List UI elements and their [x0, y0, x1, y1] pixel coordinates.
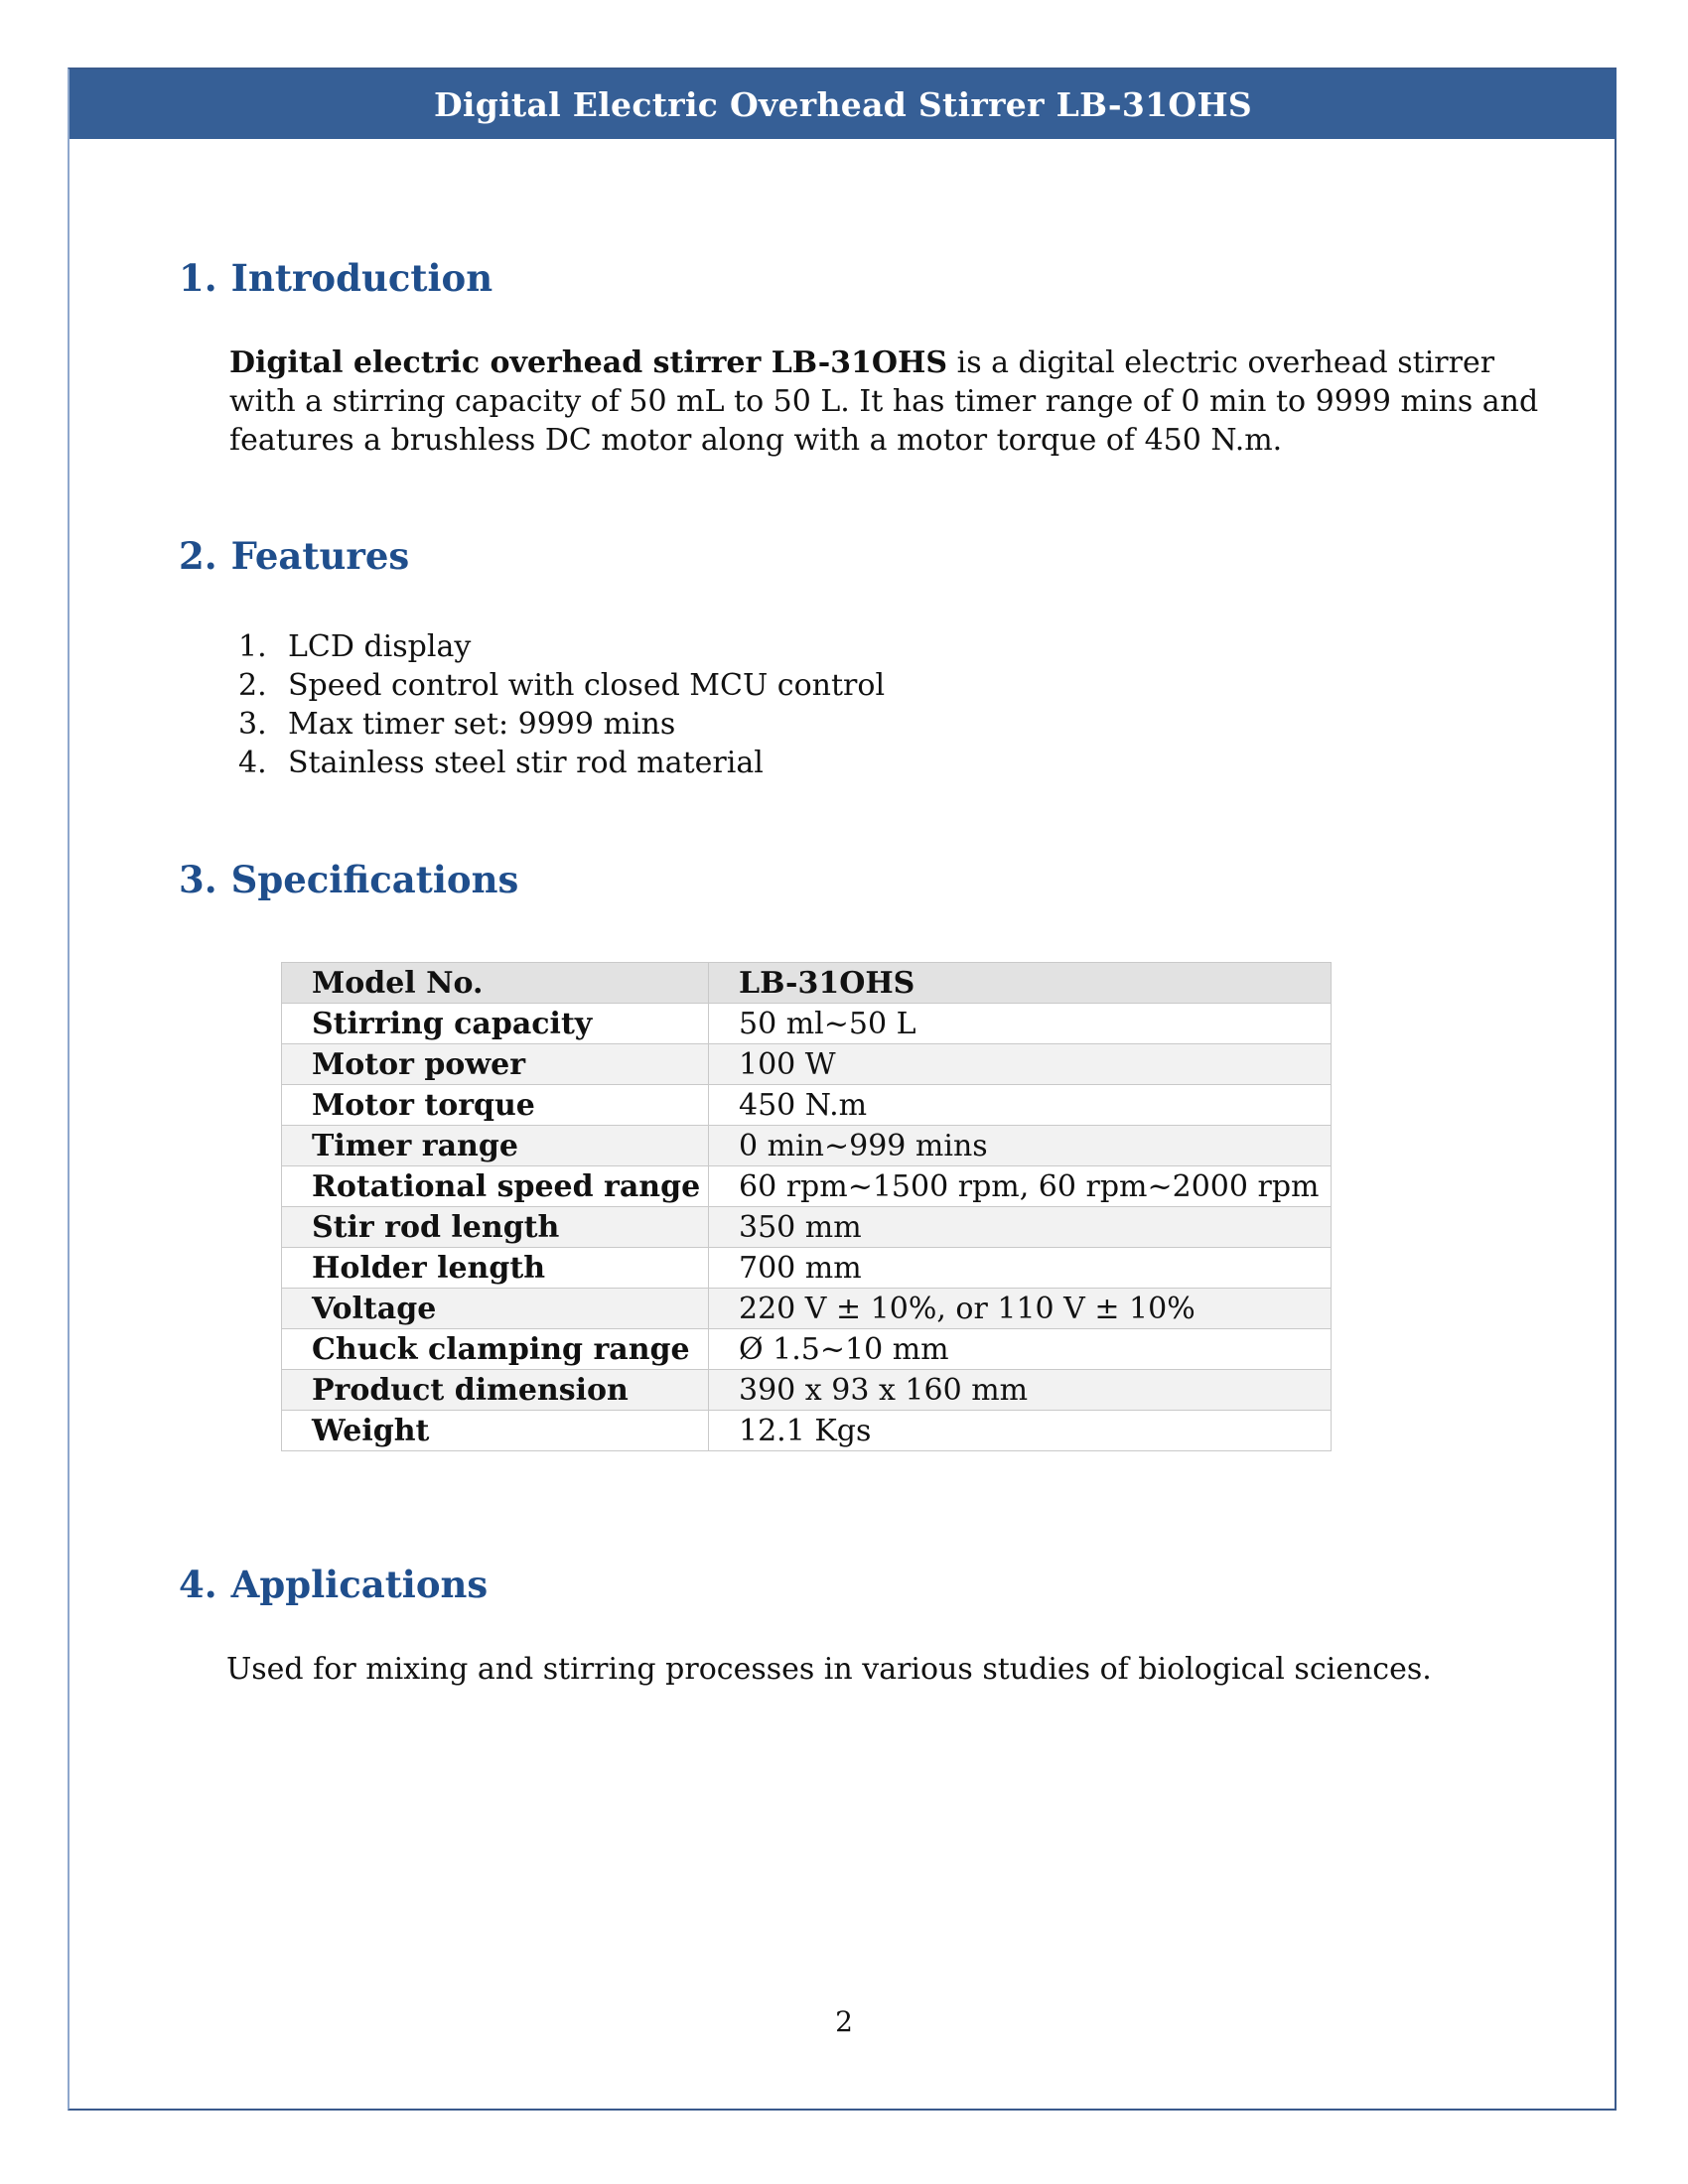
spec-value: 220 V ± 10%, or 110 V ± 10% — [709, 1289, 1332, 1329]
table-row — [282, 963, 1332, 1004]
table-row — [282, 1044, 1332, 1085]
spec-key: Voltage — [282, 1289, 709, 1329]
spec-key: Stirring capacity — [282, 1004, 709, 1044]
section-number: 4. — [179, 1563, 217, 1606]
section-number: 1. — [179, 256, 217, 300]
list-item-text: Max timer set: 9999 mins — [288, 707, 676, 742]
spec-key: Weight — [282, 1411, 709, 1451]
spec-value: 350 mm — [709, 1207, 1332, 1248]
list-item — [238, 744, 885, 782]
table-row — [282, 1004, 1332, 1044]
spec-key: Motor torque — [282, 1085, 709, 1126]
list-item-text: LCD display — [288, 629, 472, 664]
list-item-number: 4. — [238, 746, 267, 780]
spec-key: Motor power — [282, 1044, 709, 1085]
spec-value: 100 W — [709, 1044, 1332, 1085]
specifications-table — [281, 962, 1332, 1451]
table-row — [282, 1207, 1332, 1248]
section-heading-introduction — [179, 256, 492, 300]
spec-value: LB-31OHS — [709, 963, 1332, 1004]
applications-paragraph: Used for mixing and stirring processes in various studies of biological sciences. — [226, 1652, 1432, 1687]
section-title: Features — [230, 534, 410, 578]
introduction-paragraph — [229, 343, 1560, 460]
table-row — [282, 1370, 1332, 1411]
spec-key: Holder length — [282, 1248, 709, 1289]
table-row — [282, 1289, 1332, 1329]
spec-key: Rotational speed range — [282, 1166, 709, 1207]
introduction-text: is a digital electric overhead stirrer with a stirring capacity of 50 mL to 50 L. It has timer range of 0 min to 9999 mins and features a brushless DC motor along with a motor torque of 450 N.m. — [229, 345, 1539, 458]
spec-value: 50 ml~50 L — [709, 1004, 1332, 1044]
list-item — [238, 666, 885, 705]
list-item — [238, 627, 885, 666]
table-row — [282, 1085, 1332, 1126]
spec-value: 450 N.m — [709, 1085, 1332, 1126]
spec-key: Model No. — [282, 963, 709, 1004]
table-row — [282, 1126, 1332, 1166]
section-title: Applications — [230, 1563, 489, 1606]
table-row — [282, 1166, 1332, 1207]
introduction-bold-lead: Digital electric overhead stirrer LB-31OHS — [229, 345, 948, 380]
list-item-number: 3. — [238, 707, 267, 742]
section-title: Specifications — [230, 858, 519, 901]
section-number: 3. — [179, 858, 217, 901]
list-item-text: Speed control with closed MCU control — [288, 668, 886, 703]
section-heading-specifications — [179, 858, 518, 901]
spec-value: 60 rpm~1500 rpm, 60 rpm~2000 rpm — [709, 1166, 1332, 1207]
spec-value: 390 x 93 x 160 mm — [709, 1370, 1332, 1411]
spec-key: Stir rod length — [282, 1207, 709, 1248]
spec-value: 700 mm — [709, 1248, 1332, 1289]
list-item-number: 1. — [238, 629, 267, 664]
document-title-bar — [70, 69, 1617, 139]
list-item-text: Stainless steel stir rod material — [288, 746, 764, 780]
spec-value: 12.1 Kgs — [709, 1411, 1332, 1451]
section-heading-applications — [179, 1563, 488, 1606]
section-title: Introduction — [230, 256, 493, 300]
spec-value: 0 min~999 mins — [709, 1126, 1332, 1166]
table-row — [282, 1248, 1332, 1289]
table-row — [282, 1411, 1332, 1451]
table-row — [282, 1329, 1332, 1370]
list-item-number: 2. — [238, 668, 267, 703]
list-item — [238, 705, 885, 744]
spec-key: Product dimension — [282, 1370, 709, 1411]
features-list — [238, 627, 885, 782]
document-title: Digital Electric Overhead Stirrer LB-31OHS — [433, 84, 1253, 124]
spec-key: Timer range — [282, 1126, 709, 1166]
section-heading-features — [179, 534, 409, 578]
section-number: 2. — [179, 534, 217, 578]
spec-value: Ø 1.5~10 mm — [709, 1329, 1332, 1370]
spec-key: Chuck clamping range — [282, 1329, 709, 1370]
page-number: 2 — [835, 2005, 853, 2038]
